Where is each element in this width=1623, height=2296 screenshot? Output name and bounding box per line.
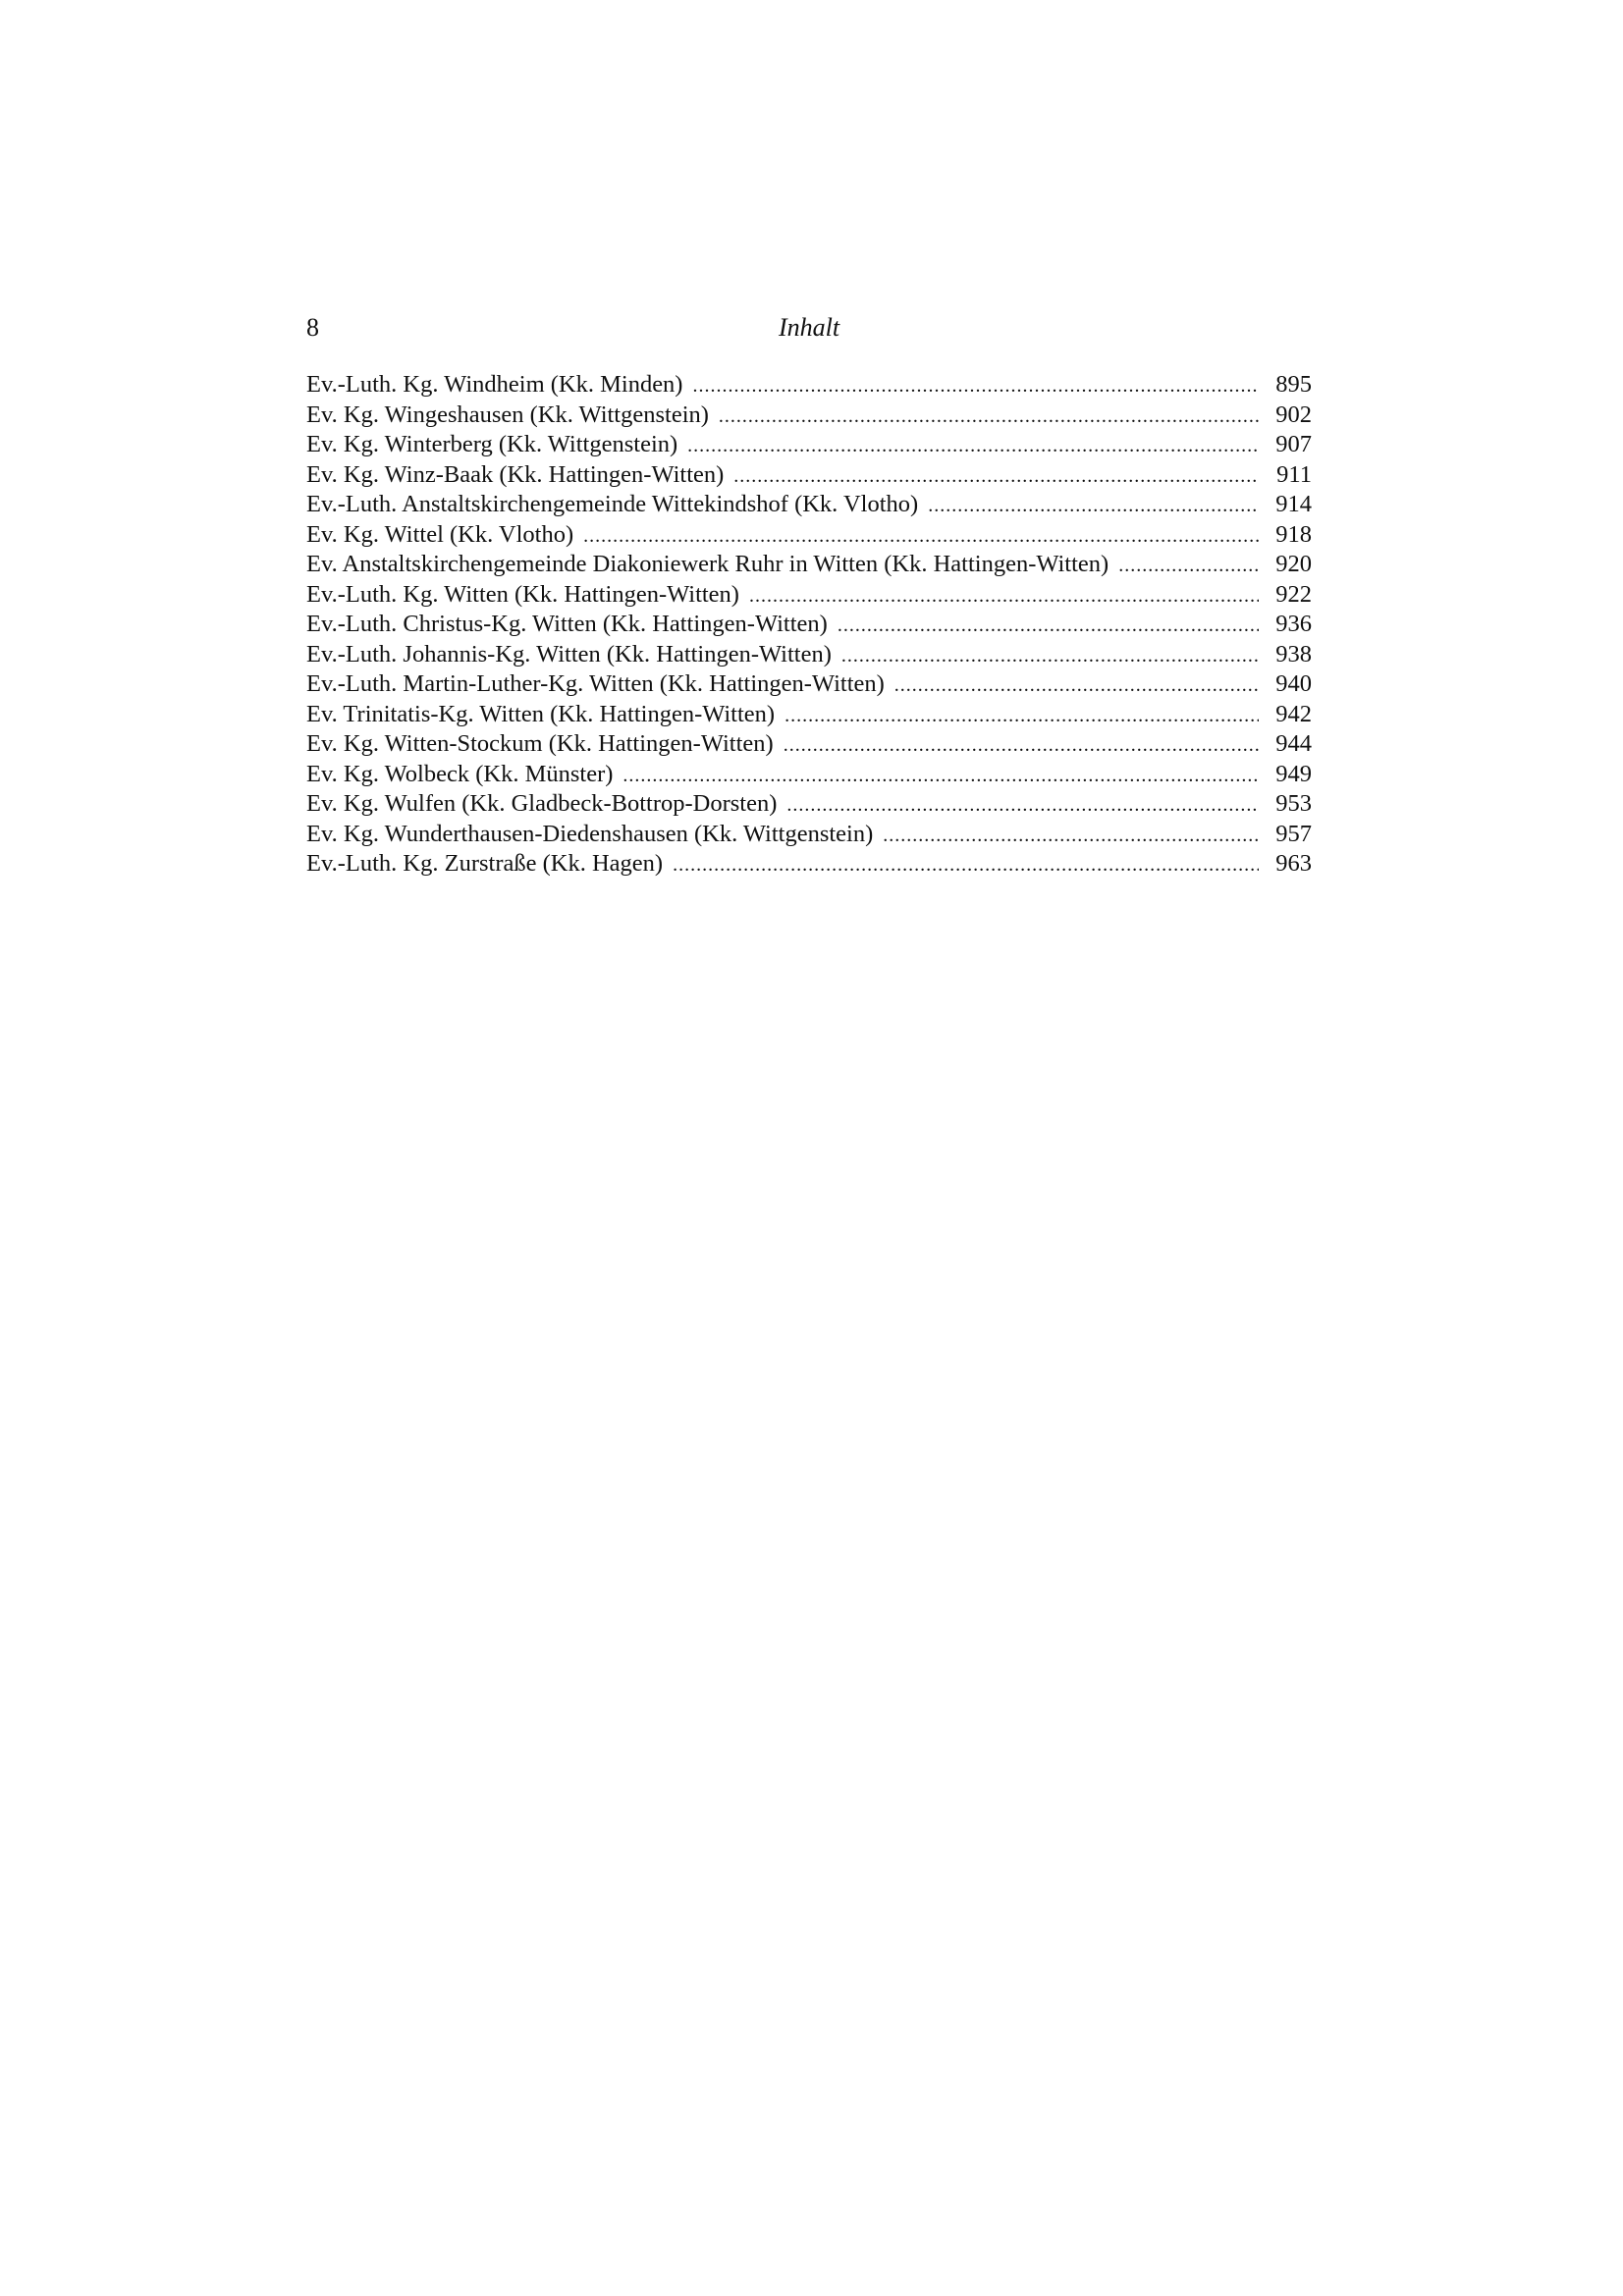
toc-entry-page: 922 [1275, 580, 1312, 608]
dot-leader [622, 761, 1259, 791]
toc-entry-title: Ev. Kg. Wunderthausen-Diedenshausen (Kk. Wittgenstein) [306, 820, 874, 847]
toc-entry [306, 370, 1312, 400]
toc-entry [306, 820, 1312, 850]
toc-entry-title: Ev. Anstaltskirchengemeinde Diakoniewerk Ruhr in Witten (Kk. Hattingen-Witten) [306, 551, 1109, 577]
dot-leader [883, 821, 1259, 851]
dot-leader [692, 371, 1259, 401]
toc-entry-title: Ev. Kg. Wulfen (Kk. Gladbeck-Bottrop-Dorsten) [306, 790, 778, 817]
toc-entry-title: Ev. Kg. Wingeshausen (Kk. Wittgenstein) [306, 400, 709, 428]
toc-entry-page: 938 [1275, 640, 1312, 667]
toc-entry-page: 907 [1275, 431, 1312, 457]
dot-leader [894, 670, 1259, 701]
toc-entry-page: 920 [1275, 551, 1312, 577]
page-number: 8 [306, 313, 319, 342]
toc-entry-page: 914 [1275, 491, 1312, 517]
toc-entry-page: 936 [1275, 611, 1312, 637]
toc-entry [306, 400, 1312, 431]
toc-entry-page: 953 [1275, 790, 1312, 817]
toc-entry-title: Ev.-Luth. Kg. Zurstraße (Kk. Hagen) [306, 850, 664, 877]
toc-entry-page: 949 [1275, 760, 1312, 787]
toc-entry-title: Ev.-Luth. Kg. Windheim (Kk. Minden) [306, 371, 683, 398]
dot-leader [687, 431, 1259, 461]
dot-leader [673, 850, 1259, 881]
dot-leader [928, 491, 1259, 521]
toc-entry [306, 490, 1312, 520]
toc-entry-page: 918 [1275, 520, 1312, 548]
toc-entry-page: 963 [1275, 850, 1312, 877]
toc-entry [306, 550, 1312, 580]
table-of-contents [306, 370, 1312, 880]
toc-entry-title: Ev. Kg. Wolbeck (Kk. Münster) [306, 760, 614, 787]
toc-entry-title: Ev.-Luth. Johannis-Kg. Witten (Kk. Hattingen-Witten) [306, 640, 832, 667]
dot-leader [719, 401, 1259, 432]
toc-entry [306, 760, 1312, 790]
toc-entry-title: Ev.-Luth. Christus-Kg. Witten (Kk. Hattingen-Witten) [306, 611, 828, 637]
toc-entry [306, 729, 1312, 760]
toc-entry [306, 700, 1312, 730]
dot-leader [733, 461, 1259, 492]
toc-entry [306, 580, 1312, 611]
toc-entry-title: Ev.-Luth. Martin-Luther-Kg. Witten (Kk. Hattingen-Witten) [306, 670, 885, 697]
toc-entry [306, 849, 1312, 880]
toc-entry-title: Ev. Kg. Witten-Stockum (Kk. Hattingen-Witten) [306, 730, 774, 757]
page-header [306, 310, 1312, 346]
toc-entry [306, 520, 1312, 551]
toc-entry [306, 669, 1312, 700]
dot-leader [841, 641, 1259, 671]
dot-leader [784, 701, 1259, 731]
dot-leader [583, 521, 1259, 552]
toc-entry [306, 460, 1312, 491]
toc-entry-page: 895 [1275, 371, 1312, 398]
toc-entry [306, 640, 1312, 670]
toc-entry-title: Ev.-Luth. Kg. Witten (Kk. Hattingen-Witten) [306, 580, 739, 608]
toc-entry-page: 957 [1275, 820, 1312, 847]
toc-entry-title: Ev.-Luth. Anstaltskirchengemeinde Wittekindshof (Kk. Vlotho) [306, 491, 919, 517]
toc-entry-page: 911 [1276, 460, 1312, 488]
toc-entry-title: Ev. Kg. Wittel (Kk. Vlotho) [306, 520, 574, 548]
toc-entry-title: Ev. Kg. Winz-Baak (Kk. Hattingen-Witten) [306, 460, 725, 488]
running-head: Inhalt [778, 313, 840, 342]
toc-entry-page: 902 [1275, 400, 1312, 428]
toc-entry-title: Ev. Trinitatis-Kg. Witten (Kk. Hattingen-Witten) [306, 700, 776, 727]
dot-leader [749, 581, 1259, 612]
toc-entry-page: 942 [1275, 700, 1312, 727]
toc-entry-title: Ev. Kg. Winterberg (Kk. Wittgenstein) [306, 431, 678, 457]
toc-entry [306, 430, 1312, 460]
toc-entry [306, 610, 1312, 640]
toc-entry-page: 940 [1275, 670, 1312, 697]
toc-entry [306, 789, 1312, 820]
dot-leader [1118, 551, 1259, 581]
dot-leader [784, 730, 1259, 761]
toc-entry-page: 944 [1275, 730, 1312, 757]
dot-leader [786, 790, 1259, 821]
dot-leader [838, 611, 1259, 641]
